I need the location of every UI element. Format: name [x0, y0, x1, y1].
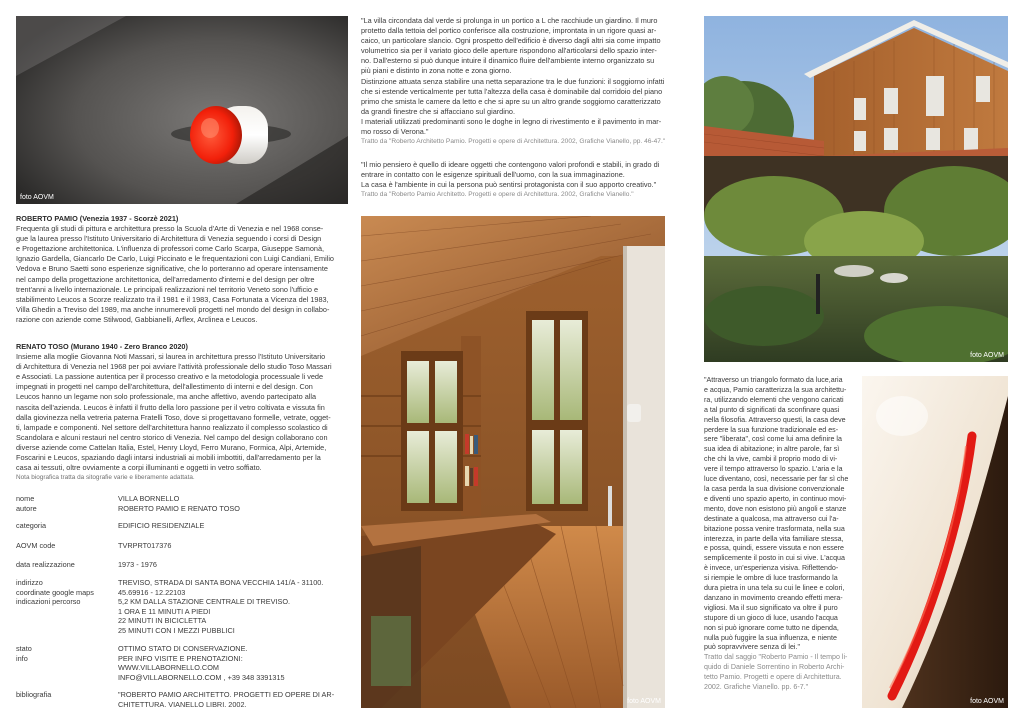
- glass-illustration: [862, 376, 1008, 708]
- quote-line: no. Dall'esterno si può dunque intuire il dinamico fluire dell'ambiente interno organizzato su: [361, 56, 655, 66]
- wall-lamp-illustration: [16, 16, 348, 204]
- quote-line: a tal punto di significati da sconfinare quasi: [704, 405, 840, 414]
- info-value-percorso: 25 MINUTI CON I MEZZI PUBBLICI: [118, 625, 235, 635]
- info-value-percorso: 5,2 KM DALLA STAZIONE CENTRALE DI TREVISO.: [118, 597, 291, 607]
- info-value-autore: ROBERTO PAMIO E RENATO TOSO: [118, 503, 240, 513]
- photo-credit: foto AOVM: [970, 698, 1004, 705]
- info-value-biblio: "ROBERTO PAMIO ARCHITETTO. PROGETTI ED OPERE DI AR-: [118, 690, 335, 699]
- quote-line: bitazione possa venire trasformata, nella sua: [704, 524, 845, 533]
- bio-pamio-line: gue la laurea presso l'Istituto Universitario di Architettura di Venezia seguendo i corsi di Design: [16, 234, 322, 244]
- bio-pamio-line: Frequenta gli studi di pittura e architettura presso la Scuola d'Arte di Venezia e nel 1968 conse-: [16, 224, 324, 234]
- quote-line: e acqua, Pamio caratterizza la sua architettu-: [704, 385, 847, 394]
- info-label-code: AOVM code: [16, 541, 56, 550]
- quote-line: entrare in contatto con le esigenze spirituali dell'uomo, con la sua immaginazione.: [361, 170, 625, 180]
- quote-line: non si può ignorare come tutto ne dipenda,: [704, 623, 839, 632]
- quote-villa-description: [361, 16, 671, 147]
- quote-line: I materiali utilizzati predominanti sono le doghe in legno di rivestimento e il pavimento in mar-: [361, 116, 662, 126]
- info-nome-autore: [16, 494, 346, 514]
- quote-line: la casa perda la sua divisione convenzionale: [704, 484, 845, 493]
- photo-interior-staircase: [361, 216, 665, 708]
- info-value-biblio: CHITETTURA. VIANELLO LIBRI. 2002.: [118, 699, 247, 709]
- photo-glass-closeup: [862, 376, 1008, 708]
- quote-line: luce diventano, così, necessarie per far sì che: [704, 475, 849, 484]
- info-address: [16, 578, 346, 638]
- quote-line: ra, utilizzando elementi che vengono caricati: [704, 395, 844, 404]
- bio-pamio-line: razione con aziende come Stilwood, Gabbianelli, Arflex, Arclinea e Leucos.: [16, 314, 258, 324]
- info-label-categoria: categoria: [16, 521, 47, 530]
- info-value-data: 1973 - 1976: [118, 560, 157, 569]
- info-label-nome: nome: [16, 494, 35, 503]
- bio-toso-line: impegnati in progetti nel campo dell'architettura, dell'allestimento di interni e del design. Con: [16, 382, 313, 392]
- info-value-percorso: 22 MINUTI IN BICICLETTA: [118, 616, 207, 626]
- photo-wall-lamp: [16, 16, 348, 204]
- bio-pamio-line: e Progettazione architettonica. L'influenza di professori come Carlo Scarpa, Giuseppe Samonà,: [16, 244, 325, 254]
- info-value-code: TVRPRT017376: [118, 541, 172, 550]
- bio-toso-line: casa ai tessuti, oltre ovviamente a corpi illuminanti e oggetti in vetro soffiato.: [16, 463, 262, 473]
- info-bibliografia: [16, 690, 346, 710]
- info-label-info: info: [16, 653, 28, 663]
- bio-toso-name: RENATO TOSO (Murano 1940 - Zero Branco 2020): [16, 342, 188, 351]
- quote-line: può sopravvivere senza di lei.": [704, 643, 800, 652]
- house-illustration: [704, 16, 1008, 362]
- quote-source: Tratto da "Roberto Architetto Pamio. Progetti e opere di Architettura. 2002, Grafiche Vianello, pp. 46-47.": [361, 138, 666, 146]
- quote-line: nella filosofia. Attraverso questi, la casa deve: [704, 415, 846, 424]
- info-categoria: [16, 521, 346, 531]
- quote-line: danzano in movimento creando effetti mera-: [704, 593, 843, 602]
- quote-line: caico, un particolare slancio. Ogni prospetto dell'edificio è diverso dagli altri sia come impatto: [361, 36, 661, 46]
- bio-pamio: [16, 214, 336, 325]
- bio-pamio-line: nel campo della progettazione architettonica, dell'arredamento d'interni e del design per oltre: [16, 274, 315, 284]
- info-value-info: PER INFO VISITE E PRENOTAZIONI:: [118, 653, 243, 663]
- quote-line: vere il tempo attraverso lo spazio. L'aria e la: [704, 465, 843, 474]
- info-value-email[interactable]: INFO@VILLABORNELLO.COM , +39 348 3391315: [118, 672, 285, 682]
- quote-line: nulla può fuggire la sua influenza, e niente: [704, 633, 837, 642]
- quote-line: e diventi uno spazio aperto, in continuo movi-: [704, 494, 847, 503]
- info-code: [16, 541, 346, 551]
- quote-line: e possa, quindi, essere vissuta e non essere: [704, 544, 844, 553]
- info-stato: [16, 644, 346, 684]
- quote-source: quido di Daniele Sorrentino in Roberto Archi-: [704, 663, 845, 672]
- quote-line: protetto dalla tettoia del portico conferisce alla costruzione, improntata in un rigore quasi ar-: [361, 26, 657, 36]
- info-label-percorso: indicazioni percorso: [16, 597, 81, 607]
- photo-credit: foto AOVM: [970, 352, 1004, 359]
- quote-line: più piani e distinto in zona notte e zona giorno.: [361, 66, 512, 76]
- quote-line: mento, dove non esistono più angoli e stanze: [704, 504, 847, 513]
- info-value-website[interactable]: WWW.VILLABORNELLO.COM: [118, 663, 219, 673]
- quote-line: semplicemente il posto in cui si vive. L'acqua: [704, 554, 845, 563]
- interior-illustration: [361, 216, 665, 708]
- quote-source: Tratto da "Roberto Pamio Architetto. Progetti e opere di Architettura. 2002, Grafiche Vianello.": [361, 191, 634, 199]
- bio-pamio-line: trent'anni a livello internazionale. Le principali realizzazioni nel territorio Veneto sono l'ufficio e: [16, 284, 318, 294]
- bio-toso-line: Foscarini e Leucos, spaziando dagli intarsi industriali ai mobili imbottiti, dall'arredamento per la: [16, 453, 321, 463]
- quote-line: La casa è l'ambiente in cui la persona può sentirsi protagonista con il suo apporto creativo.": [361, 180, 657, 190]
- quote-line: sua idea di abitazione; in altre parole, far sì: [704, 445, 840, 454]
- quote-line: che chi la vive, cambi il proprio modo di vi-: [704, 455, 838, 464]
- info-label-stato: stato: [16, 644, 32, 653]
- info-value-nome: VILLA BORNELLO: [118, 494, 180, 503]
- quote-source: tetto Pamio. Progetti e opere di Architettura.: [704, 673, 842, 682]
- quote-line: è invece, un'esperienza visiva. Riflettendo-: [704, 564, 839, 573]
- info-value-indirizzo: TREVISO, STRADA DI SANTA BONA VECCHIA 141/A - 31100.: [118, 578, 324, 587]
- info-value-stato: OTTIMO STATO DI CONSERVAZIONE.: [118, 644, 248, 653]
- quote-line: interezza, in parte della vita familiare stessa,: [704, 534, 844, 543]
- photo-house-exterior: [704, 16, 1008, 362]
- quote-line: sere "liberata", così come lui ama definire la: [704, 435, 842, 444]
- quote-line: "Il mio pensiero è quello di ideare oggetti che contengono valori profondi e stabili, in grado di: [361, 160, 660, 169]
- bio-toso-line: ti, lampade e componenti. Nel settore dell'architettura hanno realizzato il complesso scolastico di: [16, 422, 328, 432]
- bio-toso-line: nascita dell'azienda. Leucos è infatti il frutto della loro passione per il vetro coltivata e vissuta fin: [16, 402, 325, 412]
- quote-line: stupore di un gioco di luce, usando l'acqua: [704, 613, 838, 622]
- quote-line: si riempie le ombre di luce trasformando la: [704, 574, 838, 583]
- info-value-coord: 45.69916 - 12.22103: [118, 587, 186, 597]
- quote-line: destinate a qualcosa, ma attraverso cui l'a-: [704, 514, 839, 523]
- info-value-percorso: 1 ORA E 11 MINUTI A PIEDI: [118, 606, 211, 616]
- info-label-data: data realizzazione: [16, 560, 75, 569]
- quote-line: vigliosi. Ma il suo significato va oltre il puro: [704, 603, 838, 612]
- quote-line: "La villa circondata dal verde si prolunga in un portico a L che racchiude un giardino. Il muro: [361, 16, 658, 25]
- info-value-categoria: EDIFICIO RESIDENZIALE: [118, 521, 205, 530]
- photo-credit: foto AOVM: [20, 194, 54, 201]
- bio-toso: [16, 342, 336, 473]
- quote-line: mo rosso di Verona.": [361, 127, 429, 137]
- bio-toso-line: diverse aziende come Cattelan Italia, Estel, Henry Lloyd, Ferro Murano, Formica, Alpi, Artemide,: [16, 442, 327, 452]
- photo-credit: foto AOVM: [627, 698, 661, 705]
- bio-pamio-line: Villa Ghedin a Treviso del 1989, ma anche innumerevoli progetti nel mondo del design in collabo-: [16, 304, 330, 314]
- bio-toso-line: Insieme alla moglie Giovanna Noti Massari, si laurea in architettura presso l'Istituto Universitario: [16, 352, 326, 362]
- quote-line: volumetrico sia per il variato gioco delle aperture rispondono all'articolarsi dello spazio inter-: [361, 46, 657, 56]
- quote-line: perdere la sua funzione tradizionale ed es-: [704, 425, 839, 434]
- quote-line: da grandi finestre che si affacciano sul giardino.: [361, 106, 516, 116]
- quote-line: primo che smista le camere da letto e che si apre su un altro grande soggiorno caratterizzato: [361, 96, 661, 106]
- quote-source: Tratto dal saggio "Roberto Pamio - Il tempo li-: [704, 653, 848, 662]
- bio-toso-line: dalla giovinezza nella vetreria paterna Fratelli Toso, dove si progettavano formelle, vetrate, ogget-: [16, 412, 331, 422]
- quote-line: Distinzione attuata senza stabilire una netta separazione tra le due funzioni: il soggiorno infatti: [361, 76, 665, 86]
- bio-pamio-name: ROBERTO PAMIO (Venezia 1937 - Scorzè 2021): [16, 214, 179, 223]
- bio-note: Nota biografica tratta da sitografie varie e liberamente adattata.: [16, 474, 195, 481]
- bio-toso-line: Leucos hanno un legame non solo professionale, ma anche affettivo, avendo partecipato alla: [16, 392, 317, 402]
- bio-toso-line: e Associati. La passione autentica per il processo creativo e la metodologia processuale li vede: [16, 372, 324, 382]
- info-data: [16, 560, 346, 570]
- bio-toso-line: di Architettura di Venezia nel 1968 per poi avviare l'attività professionale dello studio Toso Massari: [16, 362, 332, 372]
- bio-pamio-line: Vedova e Bruno Saetti sono esperienze significative, che lo porteranno ad operare intensamente: [16, 264, 328, 274]
- quote-line: che si estende verticalmente per tutta l'altezza della casa è dominabile dal corridoio del piano: [361, 86, 663, 96]
- bio-pamio-line: stabilimento Leucos a Scorze realizzato tra il 1981 e il 1983, Casa Fortunata a Vicenza del 1983,: [16, 294, 329, 304]
- info-label-autore: autore: [16, 503, 37, 513]
- quote-line: dura pietra in una tela su cui le linee e colori,: [704, 584, 845, 593]
- quote-pamio-thought: [361, 160, 671, 200]
- info-label-biblio: bibliografia: [16, 690, 52, 699]
- info-label-coord: coordinate google maps: [16, 587, 94, 597]
- bio-toso-line: Scandolara e alcuni restauri nel centro storico di Venezia. Nel campo del design collaborano con: [16, 432, 328, 442]
- quote-source: 2002. Grafiche Vianello. pp. 6-7.": [704, 683, 809, 692]
- info-label-indirizzo: indirizzo: [16, 578, 43, 587]
- quote-line: "Attraverso un triangolo formato da luce,aria: [704, 376, 843, 384]
- bio-pamio-line: Ignazio Gardella, Giancarlo De Carlo, Luigi Piccinato e le frequentazioni con Luigi Candiani, Emilio: [16, 254, 334, 264]
- quote-sorrentino: [704, 376, 860, 693]
